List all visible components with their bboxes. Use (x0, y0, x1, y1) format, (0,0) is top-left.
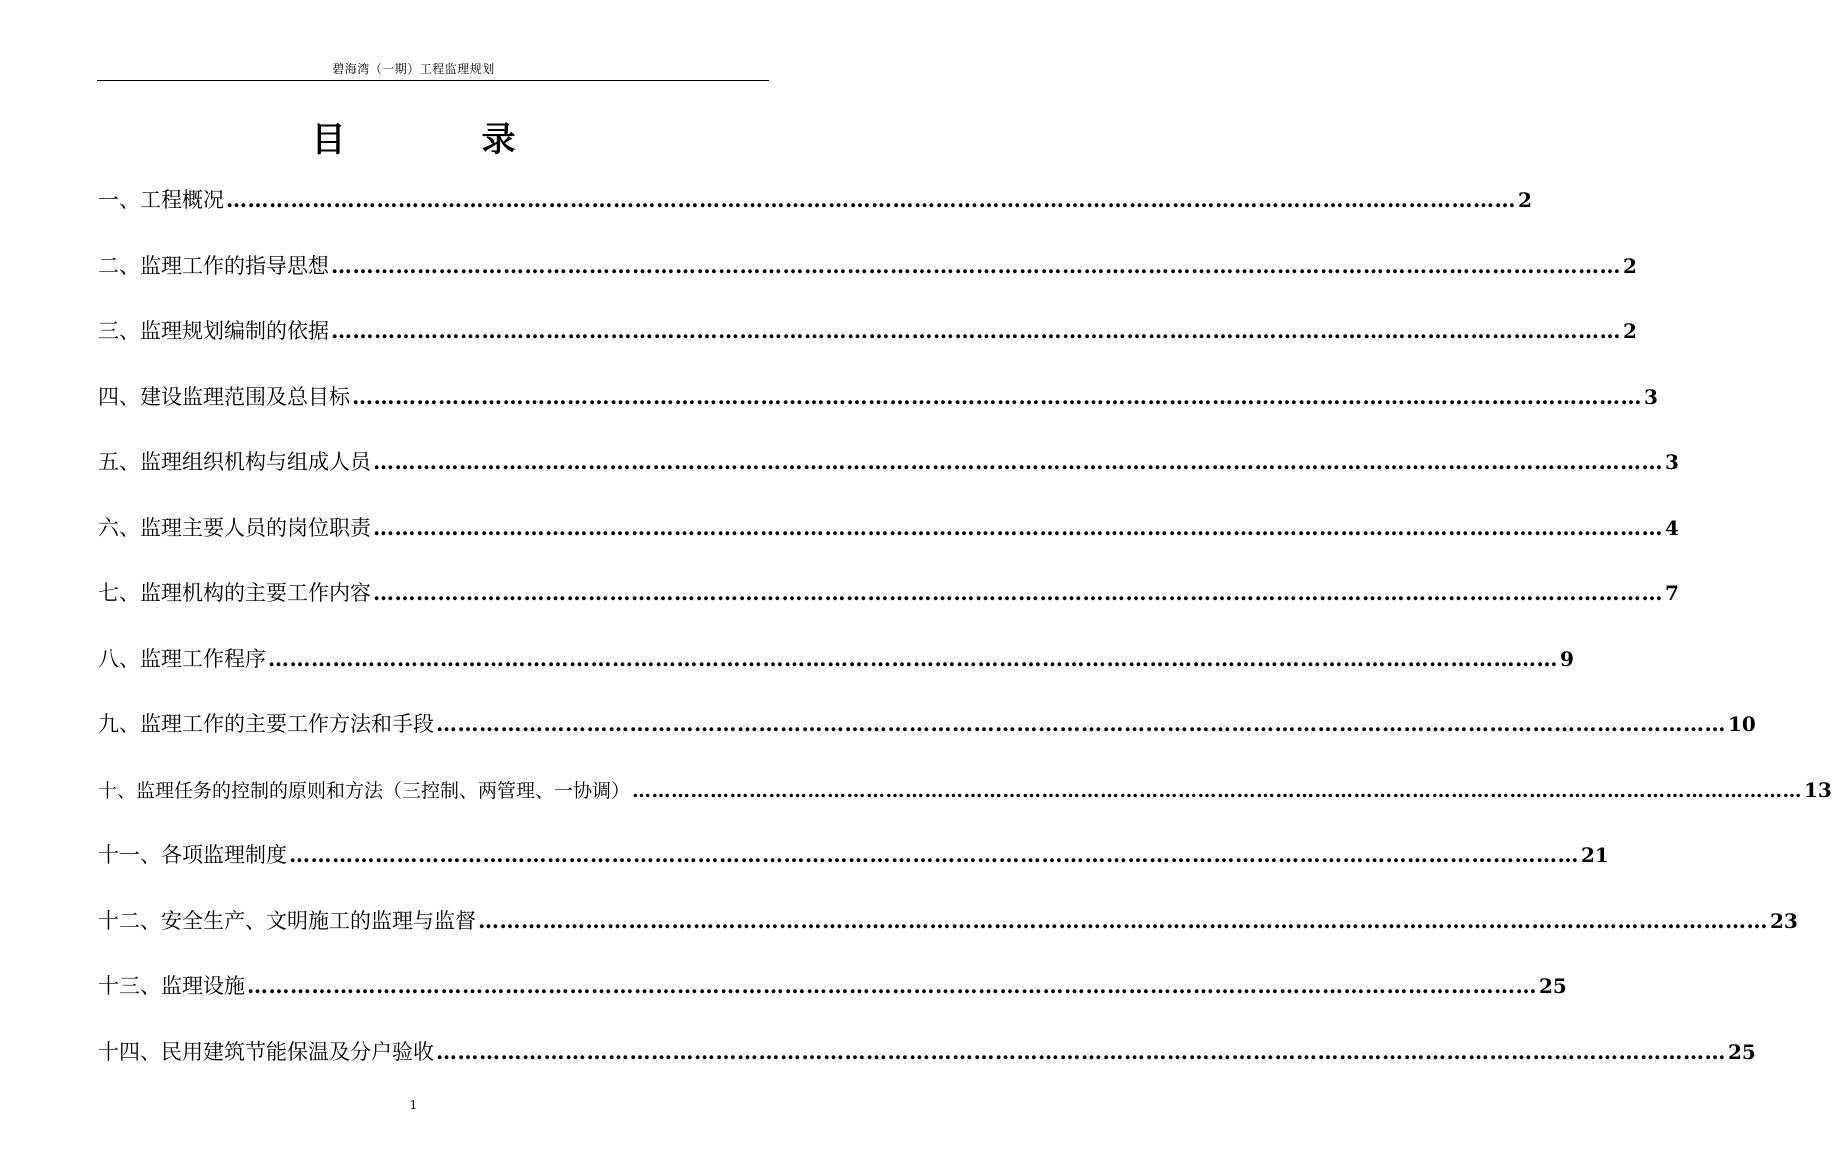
header-divider (97, 80, 769, 81)
toc-entry[interactable] (98, 702, 1756, 768)
toc-dot-leader: ……………………………………………………………………………………………………………………………………………………………… (478, 907, 1768, 933)
page-title (0, 112, 827, 161)
toc-entry-page: 10 (1728, 712, 1756, 736)
table-of-contents (98, 178, 1832, 1095)
toc-entry-label: 五、监理组织机构与组成人员 (98, 450, 371, 474)
toc-entry-page: 3 (1665, 450, 1679, 474)
toc-entry-page: 25 (1728, 1039, 1756, 1064)
toc-dot-leader: ……………………………………………………………………………………………………………………………………………………………… (373, 514, 1663, 540)
toc-entry-page: 2 (1623, 319, 1637, 343)
toc-dot-leader: ……………………………………………………………………………………………………………………………………………………………… (226, 187, 1516, 212)
toc-entry-page: 25 (1539, 974, 1567, 998)
toc-entry-page: 2 (1518, 188, 1532, 212)
toc-dot-leader: ……………………………………………………………………………………………………………………………………………………………… (268, 645, 1558, 671)
toc-entry[interactable] (98, 309, 1637, 375)
toc-entry[interactable] (98, 506, 1679, 572)
title-char-lu: 录 (481, 120, 516, 160)
toc-entry[interactable] (98, 637, 1574, 703)
toc-entry[interactable] (98, 1030, 1756, 1096)
toc-dot-leader: ……………………………………………………………………………………………………………………………………………………………… (289, 842, 1579, 867)
running-header: 碧海湾（一期）工程监理规划 (332, 62, 495, 76)
toc-entry-label: 八、监理工作程序 (98, 646, 266, 671)
toc-entry[interactable] (98, 833, 1609, 899)
toc-entry-label: 十四、民用建筑节能保温及分户验收 (98, 1039, 434, 1064)
toc-entry-page: 21 (1581, 843, 1609, 867)
toc-dot-leader: ……………………………………………………………………………………………………………………………………………………………… (436, 1038, 1726, 1064)
toc-entry-label: 十二、安全生产、文明施工的监理与监督 (98, 908, 476, 933)
toc-dot-leader: ……………………………………………………………………………………………………………………………………………………………… (352, 383, 1642, 409)
toc-entry-label: 六、监理主要人员的岗位职责 (98, 515, 371, 540)
toc-dot-leader: ……………………………………………………………………………………………………………………………………………………………… (331, 318, 1621, 343)
toc-entry[interactable] (98, 964, 1567, 1030)
toc-entry-page: 4 (1665, 515, 1679, 540)
toc-dot-leader: ……………………………………………………………………………………………………………………………………………………………… (373, 580, 1663, 605)
toc-entry-page: 13 (1804, 777, 1832, 802)
toc-entry-page: 3 (1644, 384, 1658, 409)
toc-entry[interactable] (98, 178, 1532, 244)
toc-dot-leader: ……………………………………………………………………………………………………………………………………………………………… (373, 449, 1663, 474)
toc-dot-leader: ……………………………………………………………………………………………………………………………………………………………… (436, 711, 1726, 736)
toc-entry[interactable] (98, 768, 1832, 834)
toc-entry-label: 三、监理规划编制的依据 (98, 319, 329, 343)
toc-dot-leader: ……………………………………………………………………………………………………………………………………………………………… (331, 252, 1621, 278)
toc-entry[interactable] (98, 899, 1798, 965)
toc-dot-leader: ……………………………………………………………………………………………………………………………………………………………… (632, 779, 1803, 802)
page-number: 1 (409, 1098, 418, 1112)
toc-entry[interactable] (98, 571, 1679, 637)
toc-entry-page: 7 (1665, 581, 1679, 605)
toc-dot-leader: ……………………………………………………………………………………………………………………………………………………………… (247, 973, 1537, 998)
toc-entry-label: 十三、监理设施 (98, 974, 245, 998)
toc-entry-label: 九、监理工作的主要工作方法和手段 (98, 712, 434, 736)
toc-entry-label: 一、工程概况 (98, 188, 224, 212)
toc-entry-page: 23 (1770, 908, 1798, 933)
toc-entry-label: 十一、各项监理制度 (98, 843, 287, 867)
toc-entry-label: 七、监理机构的主要工作内容 (98, 581, 371, 605)
toc-entry[interactable] (98, 244, 1637, 310)
toc-entry[interactable] (98, 375, 1658, 441)
toc-entry-label: 二、监理工作的指导思想 (98, 253, 329, 278)
toc-entry-label: 四、建设监理范围及总目标 (98, 384, 350, 409)
toc-entry-page: 9 (1560, 646, 1574, 671)
toc-entry-page: 2 (1623, 253, 1637, 278)
toc-entry-label: 十、监理任务的控制的原则和方法（三控制、两管理、一协调） (98, 779, 631, 802)
toc-entry[interactable] (98, 440, 1679, 506)
title-char-mu: 目 (311, 120, 346, 160)
